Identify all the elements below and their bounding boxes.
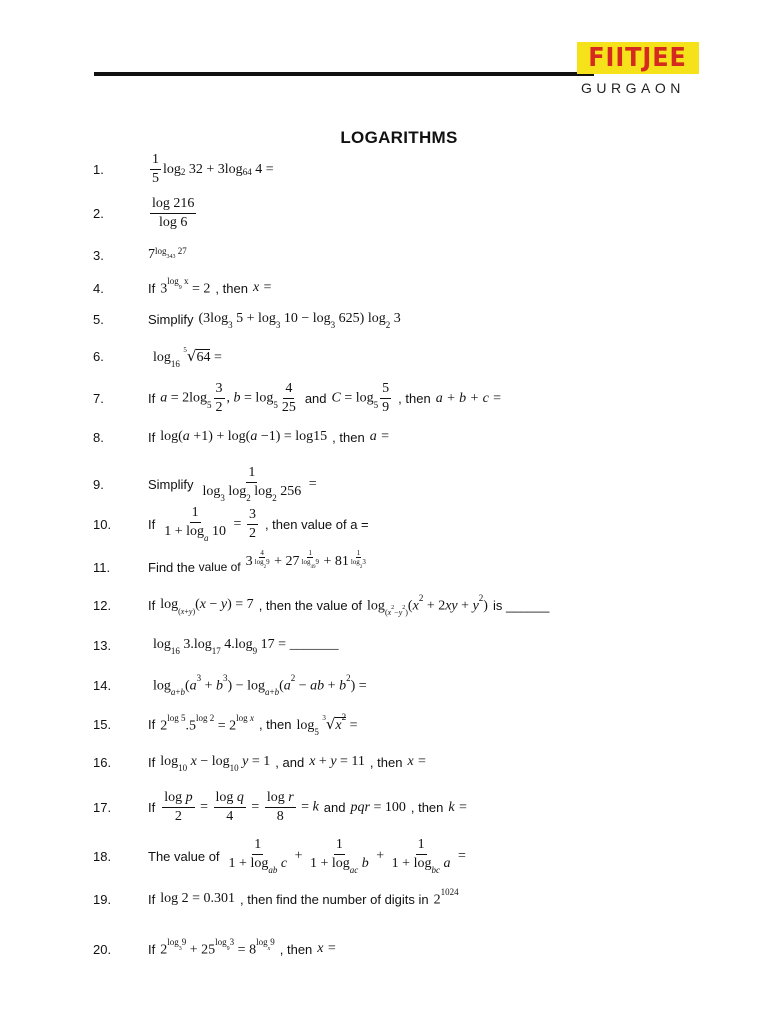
question-7 <box>93 381 507 416</box>
question-text: value of <box>198 560 241 575</box>
question-number: 11. <box>93 559 111 575</box>
question-expression: k = <box>448 799 468 815</box>
question-text: If <box>148 891 156 907</box>
question-text: , then <box>215 280 248 296</box>
question-text: If <box>148 280 156 296</box>
question-expression: $\log_{16} 3.\log_{17}$ $4.\log_9$ 17 = _______ <box>153 637 339 656</box>
question-5 <box>93 311 406 328</box>
question-expression: $\frac{1}{1 + \log_{ab} c}$ + $\frac{1}{1 + \log_{ac} b}$ + $\frac{1}{1 + \log_{bc} a}$ = <box>228 837 466 875</box>
question-text: , then <box>410 800 444 815</box>
question-text: If <box>148 516 156 532</box>
question-expression: x = <box>317 941 337 957</box>
question-9 <box>93 465 322 504</box>
question-text: , then <box>279 941 313 957</box>
question-number: 16. <box>93 754 112 770</box>
question-number: 5. <box>93 311 104 327</box>
question-expression: x = <box>407 754 427 770</box>
question-expression: log 2 = 0.301 <box>160 891 236 907</box>
question-text: If <box>148 800 156 815</box>
question-expression: $\frac{1}{\log_3 \log_2 \log_2 256}$ = <box>202 465 317 503</box>
question-expression: $\log_5 ^3√x^2$ = <box>296 712 358 737</box>
question-expression: $\log_{(x+y)}(x - y) = 7$ <box>160 597 254 617</box>
question-expression: $\log_{a+b}(a^3 + b^3) - \log_{a+b}(a^2$ − ab + $b^2$) = <box>153 673 367 698</box>
question-number: 2. <box>93 206 104 221</box>
question-expression: $2^{log_39} + 25^{log_93} = 8^{log_x9}$ <box>160 937 275 958</box>
question-number: 12. <box>93 598 112 614</box>
question-text: If <box>148 429 156 445</box>
question-12 <box>93 593 550 618</box>
question-text: If <box>148 717 156 733</box>
question-text: The value of <box>148 848 220 864</box>
question-text: , then value of a = <box>264 516 369 532</box>
question-expression: $a = 2\log_5$ $\frac{3}{2}$ , $b = \log_5$ $\frac{4}{25}$ <box>160 381 296 415</box>
question-text: , then <box>258 717 292 733</box>
question-expression: $\log_{(x^2-y^2)}(x^2 + 2xy + y^2)$ <box>367 593 488 618</box>
question-expression: $C = \log_5$ $\frac{5}{9}$ <box>331 381 390 415</box>
question-14 <box>93 673 372 698</box>
question-number: 18. <box>93 848 112 864</box>
question-number: 13. <box>93 637 112 653</box>
question-expression: $\frac{1}{1 + \log_a 10}$ = $\frac{3}{2}$ <box>164 505 256 543</box>
question-10 <box>93 505 369 544</box>
question-17 <box>93 790 473 825</box>
page-title: LOGARITHMS <box>340 128 458 147</box>
logo-badge <box>577 42 699 74</box>
question-expression: $\frac{\log 216}{\log 6}$ <box>152 196 195 230</box>
question-text: , then the value of <box>258 598 363 614</box>
question-20 <box>93 937 341 959</box>
fiitjee-logo <box>577 42 701 96</box>
question-expression: a = <box>369 429 390 444</box>
question-number: 14. <box>93 678 112 694</box>
question-expression: $2^{log 5}.5^{log 2} = 2^{log x}$ <box>160 712 254 734</box>
question-expression: ($3\log_3$ $5 + \log_3 10 - \log_3 625$) $\log_2 3$ <box>198 311 401 330</box>
question-text: Simplify <box>148 476 194 492</box>
question-expression: $\frac{\text{log p}}{2}$ = $\frac{\text{log q}}{4}$ = $\frac{\text{log r}}{8}$ = k <box>164 790 319 824</box>
question-number: 6. <box>93 349 104 365</box>
question-2 <box>93 196 198 231</box>
question-6 <box>93 347 227 367</box>
question-8 <box>93 429 395 445</box>
question-1 <box>93 152 274 187</box>
question-4 <box>93 276 277 298</box>
question-text: and <box>304 391 327 406</box>
question-text: If <box>148 391 156 406</box>
question-expression: x = <box>252 280 273 296</box>
question-text: , then <box>332 429 365 445</box>
question-13 <box>93 637 344 654</box>
logo-subtitle: GURGAON <box>581 80 685 96</box>
question-text: , and <box>275 754 305 770</box>
question-number: 4. <box>93 280 104 296</box>
question-number: 17. <box>93 800 112 815</box>
question-text: If <box>148 941 156 957</box>
question-number: 7. <box>93 391 104 406</box>
question-number: 9. <box>93 476 104 492</box>
question-15 <box>93 712 363 737</box>
question-text: , then <box>398 391 431 406</box>
question-19 <box>93 887 464 909</box>
question-3 <box>93 247 187 263</box>
question-number: 8. <box>93 429 104 445</box>
question-text: Simplify <box>148 311 194 327</box>
question-number: 20. <box>93 941 112 957</box>
question-text: If <box>148 754 156 770</box>
question-expression: $\frac{1}{5}$ log $_2$ 32 + 3log $_{64}$ 4 = <box>152 152 274 186</box>
question-expression: pqr = 100 <box>350 799 406 815</box>
question-number: 1. <box>93 162 104 177</box>
question-expression: 3 $\frac{4}{\log_29}$ + 27 $\frac{1}{\log_{49}9}$ + 81 $\frac{1}{\log_23}$ <box>245 549 366 571</box>
question-text: , then <box>369 754 403 770</box>
logo-brand: FIITJEE <box>588 43 688 73</box>
question-expression: $\log_{16} ^5√64$ = <box>153 346 222 369</box>
question-text: , then find the number of digits in <box>240 891 429 907</box>
question-expression: $3^{log_9 x} = 2$ <box>160 276 211 297</box>
question-11 <box>93 549 372 580</box>
question-expression: log(a +1) + log(a −1) = log15 <box>160 429 328 444</box>
question-18 <box>93 837 471 876</box>
question-number: 10. <box>93 516 112 532</box>
question-expression: a + b + c = <box>435 390 502 406</box>
question-text: and <box>323 800 346 815</box>
question-number: 3. <box>93 247 104 263</box>
question-text: If <box>148 598 156 614</box>
question-number: 19. <box>93 891 112 907</box>
question-text: Find the <box>148 559 195 575</box>
question-16 <box>93 754 432 771</box>
question-text: is ______ <box>492 598 550 614</box>
question-number: 15. <box>93 717 112 733</box>
question-expression: $2^{1024}$ <box>433 887 459 908</box>
question-expression: x + y = 11 <box>309 754 365 770</box>
header-rule <box>94 72 594 76</box>
question-expression: 7 $^{log_{343} 27}$ <box>148 245 187 262</box>
question-expression: $\log_{10} x - \log_{10} y = 1$ <box>160 754 271 773</box>
